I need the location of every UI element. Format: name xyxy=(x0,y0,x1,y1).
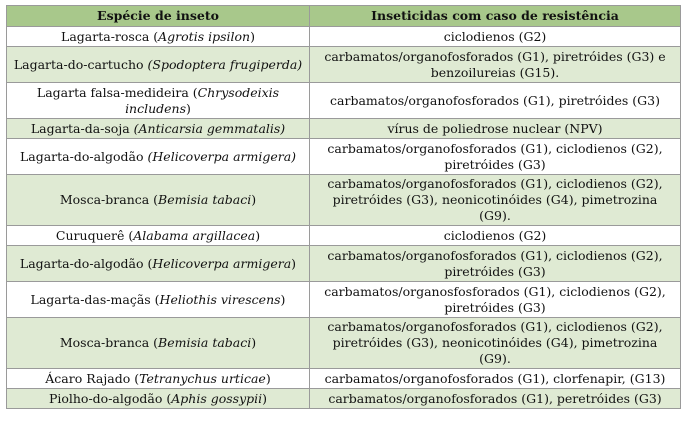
species-scientific-name: Agrotis ipsilon xyxy=(158,28,251,44)
species-close-paren: ) xyxy=(251,335,257,350)
table-row xyxy=(7,119,681,139)
species-common-name: Curuquerê ( xyxy=(55,227,134,243)
species-scientific-name: (Helicoverpa armigera) xyxy=(147,148,297,164)
insecticides-cell: vírus de poliedrose nuclear (NPV) xyxy=(310,119,681,139)
species-close-paren: ) xyxy=(251,192,257,207)
table-row xyxy=(7,369,681,389)
table-header-row xyxy=(7,6,681,27)
insecticides-cell: carbamatos/organosfosforados (G1), ciclodienos (G2), piretróides (G3) xyxy=(310,282,681,318)
species-common-name: Lagarta-das-maçãs ( xyxy=(30,291,160,307)
table-row xyxy=(7,139,681,175)
insecticides-cell: carbamatos/organofosforados (G1), piretróides (G3) xyxy=(310,83,681,119)
species-cell xyxy=(7,175,310,226)
species-scientific-name: Bemisia tabaci xyxy=(158,192,252,207)
species-close-paren: ) xyxy=(250,28,255,44)
species-cell xyxy=(7,389,310,409)
species-close-paren: ) xyxy=(255,227,261,243)
table-row xyxy=(7,47,681,83)
insecticides-cell: carbamatos/organofosforados (G1), clorfenapir, (G13) xyxy=(310,369,681,389)
species-scientific-name: Aphis gossypii xyxy=(171,390,263,406)
species-common-name: Lagarta falsa-medideira ( xyxy=(36,84,198,100)
insecticides-cell: carbamatos/organofosforados (G1), ciclodienos (G2), piretróides (G3) xyxy=(310,246,681,282)
insecticides-cell: ciclodienos (G2) xyxy=(310,226,681,246)
species-cell xyxy=(7,226,310,246)
species-cell xyxy=(7,369,310,389)
table-row xyxy=(7,83,681,119)
insecticides-cell: carbamatos/organofosforados (G1), ciclodienos (G2), piretróides (G3) xyxy=(310,139,681,175)
species-cell xyxy=(7,318,310,369)
table-row xyxy=(7,389,681,409)
species-common-name: Lagarta-do-algodão xyxy=(19,148,148,164)
species-scientific-name: (Spodoptera frugiperda) xyxy=(147,56,303,72)
table-row xyxy=(7,27,681,47)
species-common-name: Piolho-do-algodão ( xyxy=(48,390,172,406)
table-row xyxy=(7,246,681,282)
species-cell xyxy=(7,83,310,119)
species-close-paren: ) xyxy=(186,100,191,116)
table-row xyxy=(7,318,681,369)
species-common-name: Mosca-branca ( xyxy=(59,192,159,207)
table-row xyxy=(7,282,681,318)
resistance-table-container xyxy=(6,5,680,409)
species-cell xyxy=(7,27,310,47)
table-row xyxy=(7,226,681,246)
species-common-name: Lagarta-do-cartucho xyxy=(13,56,148,72)
species-scientific-name: Alabama argillacea xyxy=(133,227,256,243)
species-common-name: Mosca-branca ( xyxy=(59,335,159,350)
table-body xyxy=(7,27,681,409)
insecticides-cell: ciclodienos (G2) xyxy=(310,27,681,47)
species-scientific-name: (Anticarsia gemmatalis) xyxy=(133,120,286,136)
species-cell xyxy=(7,119,310,139)
species-close-paren: ) xyxy=(280,291,286,307)
species-scientific-name: Tetranychus urticae xyxy=(139,370,266,386)
insecticides-cell: carbamatos/organofosforados (G1), piretróides (G3) e benzoilureias (G15). xyxy=(310,47,681,83)
table-row xyxy=(7,175,681,226)
species-scientific-name: Chrysodeixis includens xyxy=(125,84,280,116)
species-cell xyxy=(7,246,310,282)
species-cell xyxy=(7,139,310,175)
insecticides-cell: carbamatos/organofosforados (G1), ciclodienos (G2), piretróides (G3), neonicotinóides (G4), pimetrozina (G9). xyxy=(310,175,681,226)
species-close-paren: ) xyxy=(291,255,297,271)
species-common-name: Lagarta-rosca ( xyxy=(61,28,159,44)
species-scientific-name: Heliothis virescens xyxy=(159,291,281,307)
species-common-name: Lagarta-da-soja xyxy=(30,120,134,136)
species-cell xyxy=(7,47,310,83)
species-cell xyxy=(7,282,310,318)
insecticides-cell: carbamatos/organofosforados (G1), ciclodienos (G2), piretróides (G3), neonicotinóides (G4), pimetrozina (G9). xyxy=(310,318,681,369)
species-scientific-name: Helicoverpa armigera xyxy=(152,255,292,271)
species-scientific-name: Bemisia tabaci xyxy=(158,335,252,350)
species-close-paren: ) xyxy=(262,390,268,406)
resistance-table xyxy=(6,5,681,409)
species-common-name: Ácaro Rajado ( xyxy=(45,370,140,386)
species-common-name: Lagarta-do-algodão ( xyxy=(19,255,153,271)
header-insecticides: Inseticidas com caso de resistência xyxy=(310,6,681,27)
species-close-paren: ) xyxy=(265,370,271,386)
insecticides-cell: carbamatos/organofosforados (G1), peretróides (G3) xyxy=(310,389,681,409)
header-species: Espécie de inseto xyxy=(7,6,310,27)
